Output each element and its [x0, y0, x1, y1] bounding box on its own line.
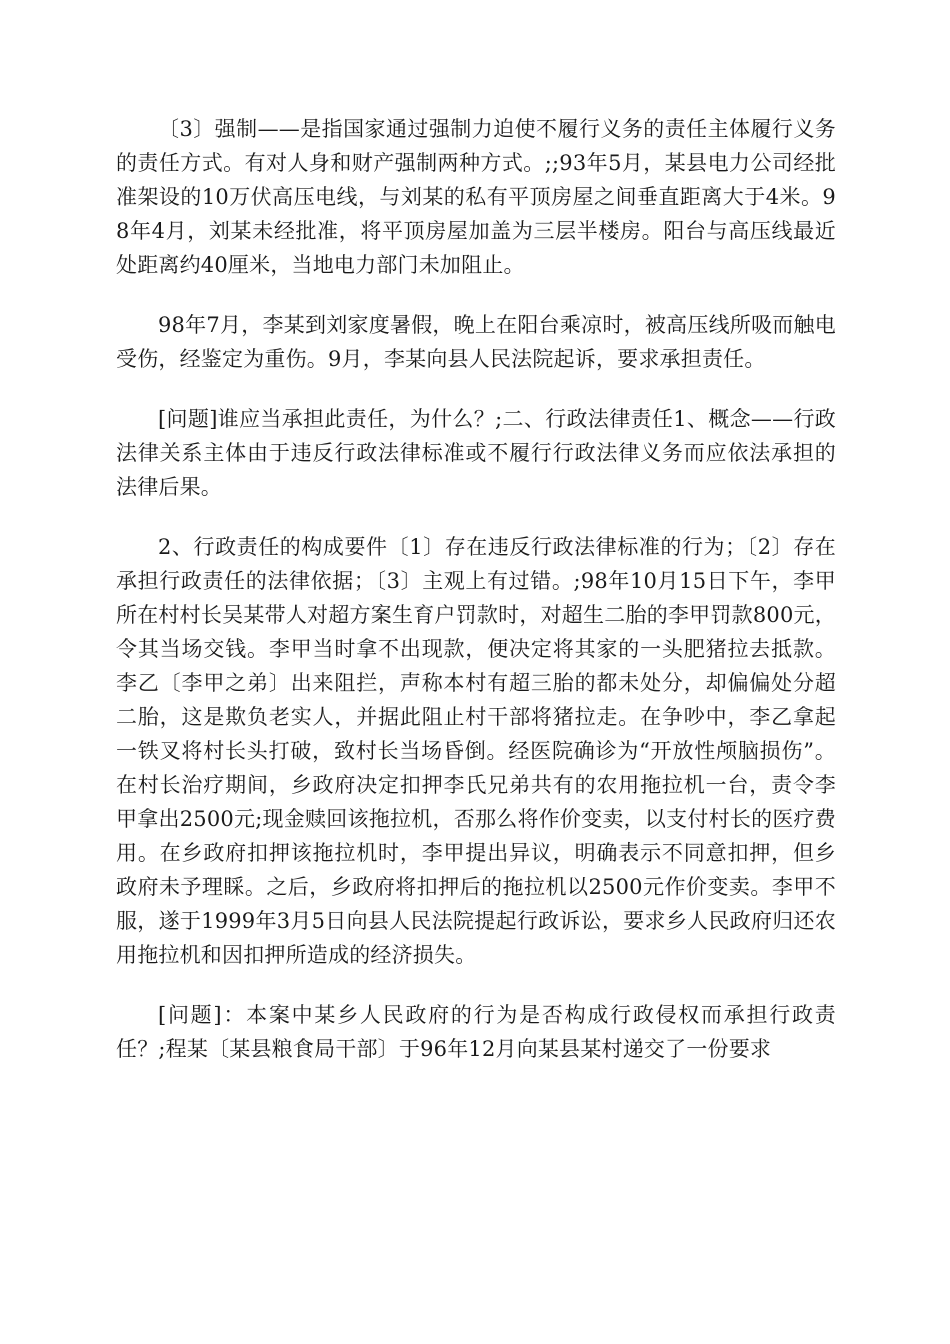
document-body: [116, 112, 836, 1092]
paragraph-electric-shock-lawsuit: 98年7月，李某到刘家度暑假，晚上在阳台乘凉时，被高压线所吸而触电受伤，经鉴定为重伤。9月，李某向县人民法院起诉，要求承担责任。: [116, 313, 836, 371]
paragraph-administrative-liability-elements-case: 2、行政责任的构成要件〔1〕存在违反行政法律标准的行为；〔2〕存在承担行政责任的法律依据；〔3〕主观上有过错。;98年10月15日下午，李甲所在村村长吴某带人对超方案生育户罚款时，对超生二胎的李甲罚款800元，令其当场交钱。李甲当时拿不出现款，便决定将其家的一头肥猪拉去抵款。李乙〔李甲之弟〕出来阻拦，声称本村有超三胎的都未处分，却偏偏处分超二胎，这是欺负老实人，并据此阻止村干部将猪拉走。在争吵中，李乙拿起一铁叉将村长头打破，致村长当场昏倒。经医院确诊为“开放性颅脑损伤”。在村长治疗期间，乡政府决定扣押李氏兄弟共有的农用拖拉机一台，责令李甲拿出2500元;现金赎回该拖拉机，否那么将作价变卖，以支付村长的医疗费用。在乡政府扣押该拖拉机时，李甲提出异议，明确表示不同意扣押，但乡政府未予理睬。之后，乡政府将扣押后的拖拉机以2500元作价变卖。李甲不服，遂于1999年3月5日向县人民法院提起行政诉讼，要求乡人民政府归还农用拖拉机和因扣押所造成的经济损失。: [116, 535, 836, 967]
paragraph-administrative-liability-concept: [问题]谁应当承担此责任，为什么？;二、行政法律责任1、概念——行政法律关系主体由于违反行政法律标准或不履行行政法律义务而应依法承担的法律后果。: [116, 407, 836, 499]
paragraph-question-administrative-tort: [问题]：本案中某乡人民政府的行为是否构成行政侵权而承担行政责任？;程某〔某县粮食局干部〕于96年12月向某县某村递交了一份要求: [116, 1003, 836, 1061]
paragraph-coercion-and-power-line-case: 〔3〕强制——是指国家通过强制力迫使不履行义务的责任主体履行义务的责任方式。有对人身和财产强制两种方式。;;93年5月，某县电力公司经批准架设的10万伏高压电线，与刘某的私有平顶房屋之间垂直距离大于4米。98年4月，刘某未经批准，将平顶房屋加盖为三层半楼房。阳台与高压线最近处距离约40厘米，当地电力部门未加阻止。: [116, 117, 836, 277]
